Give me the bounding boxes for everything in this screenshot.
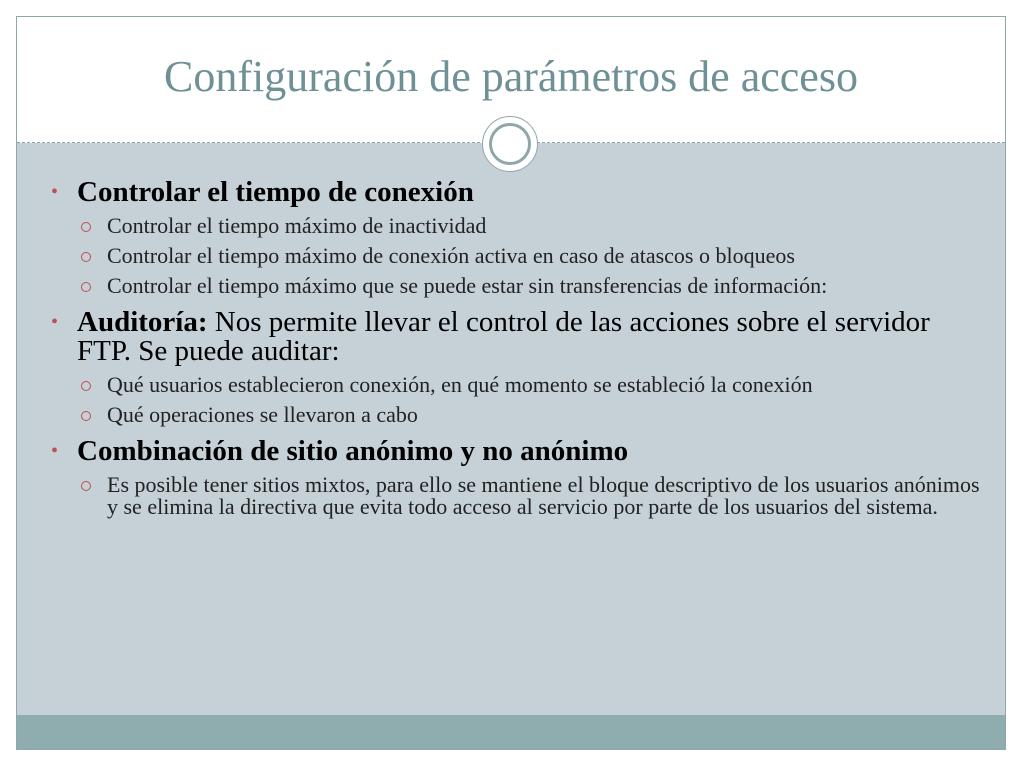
ring-inner	[489, 123, 531, 165]
hollow-circle-icon	[77, 404, 107, 426]
sub-bullet-item	[77, 404, 981, 426]
bullet-dot-icon: •	[51, 440, 59, 462]
sub-bullet-item	[77, 474, 981, 518]
sub-bullet-text: Controlar el tiempo máximo de conexión activa en caso de atascos o bloqueos	[107, 243, 795, 268]
bullet-bold-text: Combinación de sitio anónimo y no anónimo	[77, 435, 629, 467]
bullet-text	[77, 308, 981, 366]
sub-bullet-text: Qué usuarios establecieron conexión, en qué momento se estableció la conexión	[107, 372, 813, 397]
footer-band	[17, 715, 1005, 749]
sub-bullet-item	[77, 275, 981, 297]
bullet-dot-icon: •	[51, 311, 59, 333]
bullet-dot-icon: •	[51, 181, 59, 203]
slide-content	[51, 175, 981, 518]
ring-ornament-icon	[482, 116, 538, 172]
sub-bullet-item	[77, 245, 981, 267]
slide-title: Configuración de parámetros de acceso	[164, 52, 858, 101]
slide-frame	[16, 16, 1006, 750]
sub-bullet-text: Controlar el tiempo máximo de inactividad	[107, 213, 487, 238]
sub-bullet-item	[77, 374, 981, 396]
bullet-item	[51, 308, 981, 366]
bullet-item	[51, 437, 981, 466]
bullet-text	[77, 178, 474, 207]
bullet-body-text: Nos permite llevar el control de las acciones sobre el servidor FTP. Se puede auditar:	[77, 306, 930, 367]
sub-bullet-item	[77, 215, 981, 237]
bullet-item	[51, 178, 981, 207]
hollow-circle-icon	[77, 215, 107, 237]
sub-bullet-text: Controlar el tiempo máximo que se puede estar sin transferencias de información:	[107, 273, 828, 298]
sub-bullet-text: Qué operaciones se llevaron a cabo	[107, 402, 418, 427]
hollow-circle-icon	[77, 245, 107, 267]
bullet-bold-text: Auditoría:	[77, 306, 208, 338]
hollow-circle-icon	[77, 374, 107, 396]
sub-bullet-text: Es posible tener sitios mixtos, para ello se mantiene el bloque descriptivo de los usuarios anónimos y se elimina la directiva que evita todo acceso al servicio por parte de los usuarios del sistema.	[107, 472, 980, 519]
hollow-circle-icon	[77, 275, 107, 297]
bullet-text	[77, 437, 628, 466]
hollow-circle-icon	[77, 474, 107, 496]
bullet-bold-text: Controlar el tiempo de conexión	[77, 176, 474, 208]
